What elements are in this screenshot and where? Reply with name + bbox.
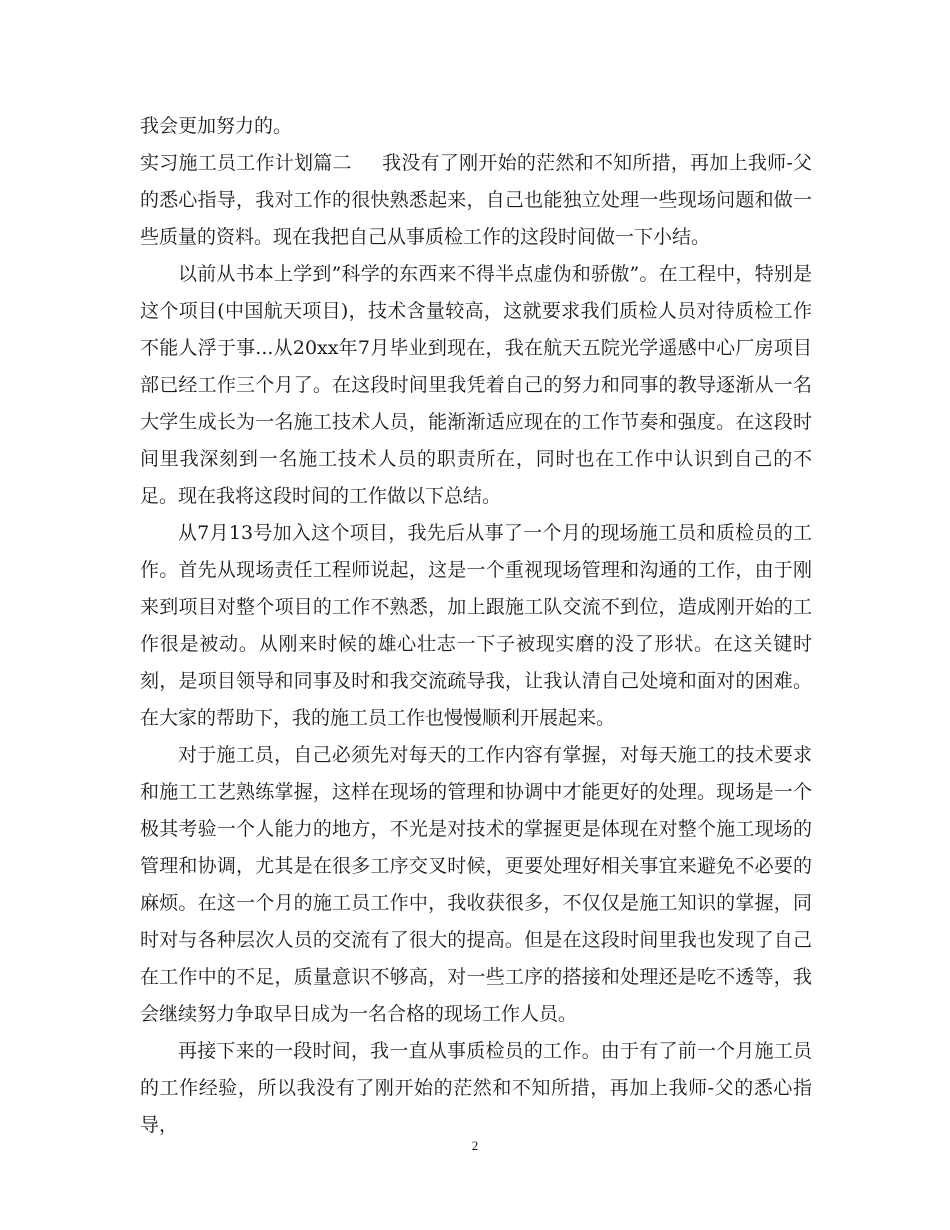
section-intro-text: 我没有了刚开始的茫然和不知所措，再加上我师-父的悉心指导，我对工作的很快熟悉起来，自己也能独立处理一些现场问题和做一些质量的资料。现在我把自己从事质检工作的这段时间做一下小结。 — [140, 152, 812, 248]
section-heading: 实习施工员工作计划篇二 — [140, 152, 352, 174]
paragraph: 从7月13号加入这个项目，我先后从事了一个月的现场施工员和质检员的工作。首先从现场责任工程师说起，这是一个重视现场管理和沟通的工作，由于刚来到项目对整个项目的工作不熟悉，加上跟施工队交流不到位，造成刚开始的工作很是被动。从刚来时候的雄心壮志一下子被现实磨的没了形状。在这关键时刻，是项目领导和同事及时和我交流疏导我，让我认清自己处境和面对的困难。在大家的帮助下，我的施工员工作也慢慢顺利开展起来。 — [140, 522, 812, 729]
page-number: 2 — [471, 1138, 479, 1153]
paragraph: 对于施工员，自己必须先对每天的工作内容有掌握，对每天施工的技术要求和施工工艺熟练掌握，这样在现场的管理和协调中才能更好的处理。现场是一个极其考验一个人能力的地方，不光是对技术的掌握更是体现在对整个施工现场的管理和协调，尤其是在很多工序交叉时候，更要处理好相关事宜来避免不必要的麻烦。在这一个月的施工员工作中，我收获很多，不仅仅是施工知识的掌握，同时对与各种层次人员的交流有了很大的提高。但是在这段时间里我也发现了自己在工作中的不足，质量意识不够高，对一些工序的搭接和处理还是吃不透等，我会继续努力争取早日成为一名合格的现场工作人员。 — [140, 744, 812, 1025]
paragraph: 以前从书本上学到”科学的东西来不得半点虚伪和骄傲”。在工程中，特别是这个项目(中国航天项目)，技术含量较高，这就要求我们质检人员对待质检工作不能人浮于事...从20xx年7月毕业到现在，我在航天五院光学遥感中心厂房项目部已经工作三个月了。在这段时间里我凭着自己的努力和同事的教导逐渐从一名大学生成长为一名施工技术人员，能渐渐适应现在的工作节奏和强度。在这段时间里我深刻到一名施工技术人员的职责所在，同时也在工作中认识到自己的不足。现在我将这段时间的工作做以下总结。 — [140, 263, 812, 507]
document-body — [140, 108, 812, 1144]
section-paragraph — [140, 145, 812, 256]
paragraph: 再接下来的一段时间，我一直从事质检员的工作。由于有了前一个月施工员的工作经验，所以我没有了刚开始的茫然和不知所措，再加上我师-父的悉心指导， — [140, 1040, 812, 1136]
paragraph-continuation: 我会更加努力的。 — [140, 115, 293, 137]
